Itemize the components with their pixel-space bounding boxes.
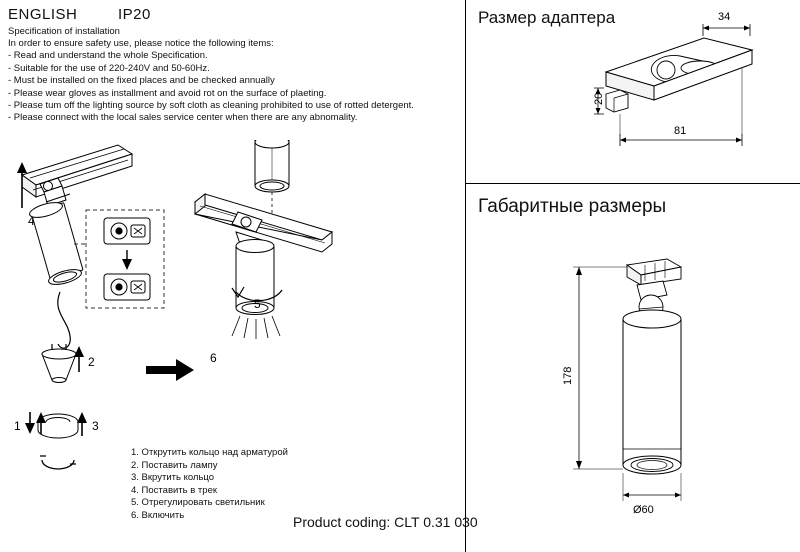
spec-item: - Please connect with the local sales service center when there are any abnomality. xyxy=(8,112,358,124)
step-ru: 4. Поставить в трек xyxy=(131,484,218,496)
spec-title: Specification of installation xyxy=(8,26,120,37)
step-number-3: 3 xyxy=(92,419,99,433)
step-ru: 2. Поставить лампу xyxy=(131,459,218,471)
step-number-1: 1 xyxy=(14,419,21,433)
adapter-width-label: 34 xyxy=(718,11,731,23)
step-ru: 5. Отрегулировать светильник xyxy=(131,497,265,509)
fixture-height-label: 178 xyxy=(562,366,574,385)
spec-item: - Read and understand the whole Specification. xyxy=(8,50,208,62)
step-ru: 1. Открутить кольцо над арматурой xyxy=(131,447,288,458)
horizontal-divider xyxy=(465,183,800,184)
ip-rating-label: IP20 xyxy=(118,6,151,23)
adapter-length-label: 81 xyxy=(674,125,687,137)
fixture-dimensions-drawing xyxy=(545,245,775,545)
fixture-diameter-label: Ø60 xyxy=(633,504,654,516)
spec-list xyxy=(8,38,414,125)
step-number-5: 5 xyxy=(254,297,261,311)
spec-item: - Please wear gloves as installment and avoid rot on the surface of plaeting. xyxy=(8,87,327,99)
adapter-drawing xyxy=(590,10,800,170)
product-coding-label: Product coding: CLT 0.31 030 xyxy=(293,514,478,530)
language-label: ENGLISH xyxy=(8,6,78,23)
adapter-height-label: 20 xyxy=(593,92,605,105)
vertical-divider xyxy=(465,0,466,552)
adapter-section-title: Размер адаптера xyxy=(478,8,616,27)
steps-list-ru xyxy=(131,447,288,523)
step-number-2: 2 xyxy=(88,355,95,369)
step-number-4: 4 xyxy=(28,214,35,228)
spec-item: - Suitable for the use of 220-240V and 50-60Hz. xyxy=(8,62,210,74)
spec-item: - Must be installed on the fixed places and be checked annually xyxy=(8,75,275,87)
step-number-6: 6 xyxy=(210,351,217,365)
spec-item: - Please tum off the lighting source by soft cloth as cleaning prohibited to use of rotted detergent. xyxy=(8,100,414,112)
dimensions-section-title: Габаритные размеры xyxy=(478,196,667,217)
spec-intro: In order to ensure safety use, please notice the following items: xyxy=(8,38,274,49)
step-ru: 3. Вкрутить кольцо xyxy=(131,472,215,484)
step-ru: 6. Включить xyxy=(131,509,185,521)
